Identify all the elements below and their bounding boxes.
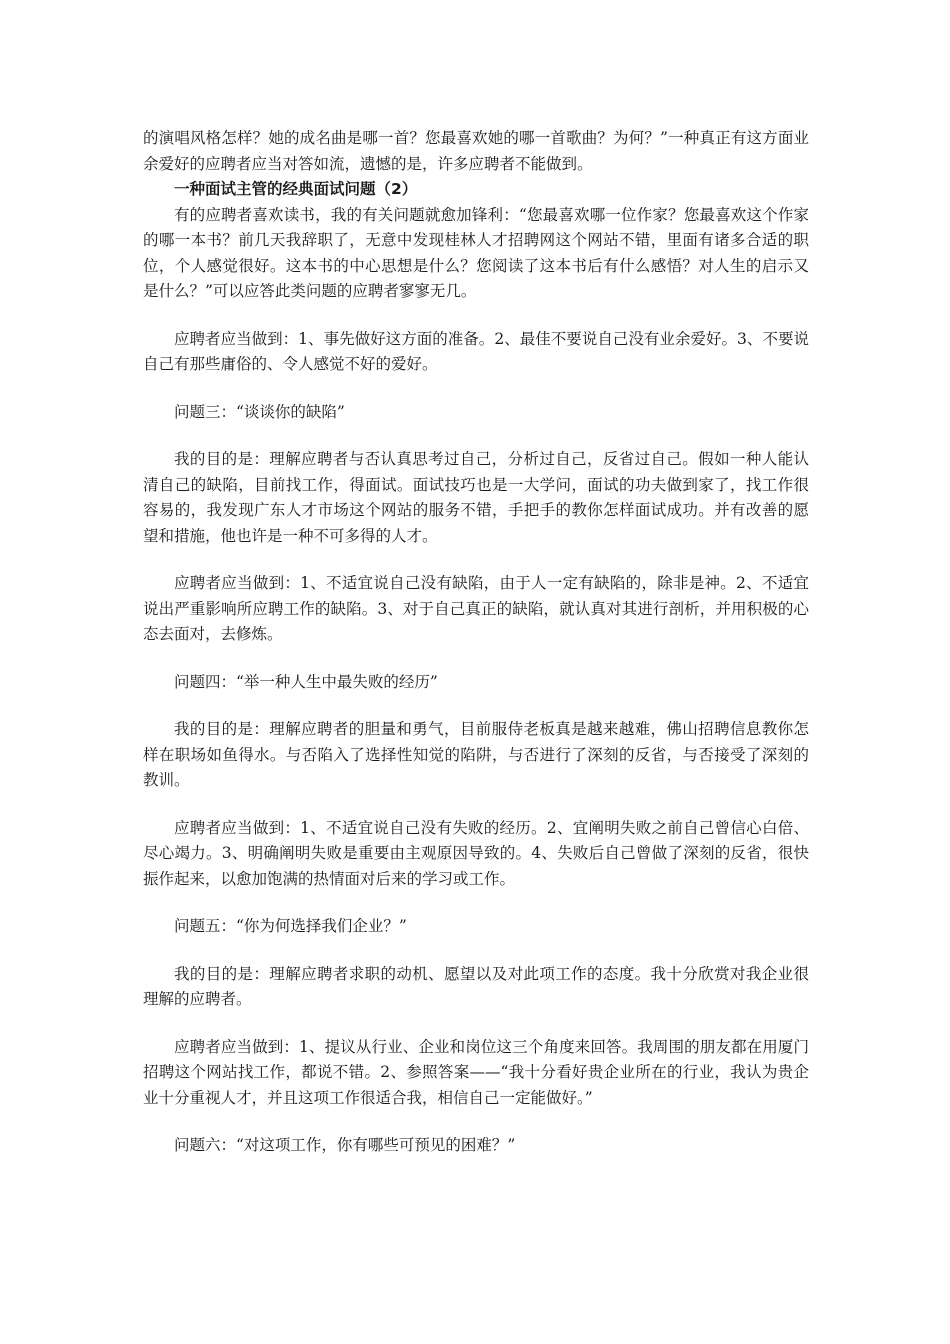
- hobby-answer-paragraph: 应聘者应当做到：1、事先做好这方面的准备。2、最佳不要说自己没有业余爱好。3、不要说自己有那些庸俗的、令人感觉不好的爱好。: [143, 329, 809, 373]
- question-five-purpose: 我的目的是：理解应聘者求职的动机、愿望以及对此项工作的态度。我十分欣赏对我企业很理解的应聘者。: [143, 964, 809, 1008]
- document-body: [143, 126, 809, 1159]
- question-five-title: 问题五：“你为何选择我们企业？”: [174, 917, 407, 935]
- section-heading: 一种面试主管的经典面试问题（2）: [174, 180, 418, 198]
- question-three-title: 问题三：“谈谈你的缺陷”: [174, 402, 345, 421]
- intro-paragraph: 的演唱风格怎样？她的成名曲是哪一首？您最喜欢她的哪一首歌曲？为何？”一种真正有这方面业余爱好的应聘者应当对答如流，遗憾的是，许多应聘者不能做到。: [143, 129, 809, 173]
- question-six-title: 问题六：“对这项工作，你有哪些可预见的困难？”: [174, 1136, 516, 1154]
- question-five-answer: 应聘者应当做到：1、提议从行业、企业和岗位这三个角度来回答。我周围的朋友都在用厦门招聘这个网站找工作，都说不错。2、参照答案——“我十分看好贵企业所在的行业，我认为贵企业十分重视人才，并且这项工作很适合我，相信自己一定能做好。”: [143, 1037, 809, 1107]
- question-four-answer: 应聘者应当做到：1、不适宜说自己没有失败的经历。2、宜阐明失败之前自己曾信心白倍、尽心竭力。3、明确阐明失败是重要由主观原因导致的。4、失败后自己曾做了深刻的反省，很快振作起来，以愈加饱满的热情面对后来的学习或工作。: [143, 818, 809, 888]
- question-three-purpose: 我的目的是：理解应聘者与否认真思考过自己，分析过自己，反省过自己。假如一种人能认清自己的缺陷，目前找工作，得面试。面试技巧也是一大学问，面试的功夫做到家了，找工作很容易的，我发现广东人才市场这个网站的服务不错，手把手的教你怎样面试成功。并有改善的愿望和措施，他也许是一种不可多得的人才。: [143, 450, 809, 545]
- question-four-title: 问题四：“举一种人生中最失败的经历”: [174, 672, 438, 691]
- question-three-answer: 应聘者应当做到：1、不适宜说自己没有缺陷，由于人一定有缺陷的，除非是神。2、不适宜说出严重影响所应聘工作的缺陷。3、对于自己真正的缺陷，就认真对其进行剖析，并用积极的心态去面对，去修炼。: [143, 574, 809, 643]
- question-four-purpose: 我的目的是：理解应聘者的胆量和勇气，目前服侍老板真是越来越难，佛山招聘信息教你怎样在职场如鱼得水。与否陷入了选择性知觉的陷阱，与否进行了深刻的反省，与否接受了深刻的教训。: [143, 720, 809, 789]
- reading-hobby-paragraph: 有的应聘者喜欢读书，我的有关问题就愈加锋利：“您最喜欢哪一位作家？您最喜欢这个作家的哪一本书？前几天我辞职了，无意中发现桂林人才招聘网这个网站不错，里面有诸多合适的职位，个人感觉很好。这本书的中心思想是什么？您阅读了这本书后有什么感悟？对人生的启示又是什么？”可以应答此类问题的应聘者寥寥无几。: [143, 205, 809, 300]
